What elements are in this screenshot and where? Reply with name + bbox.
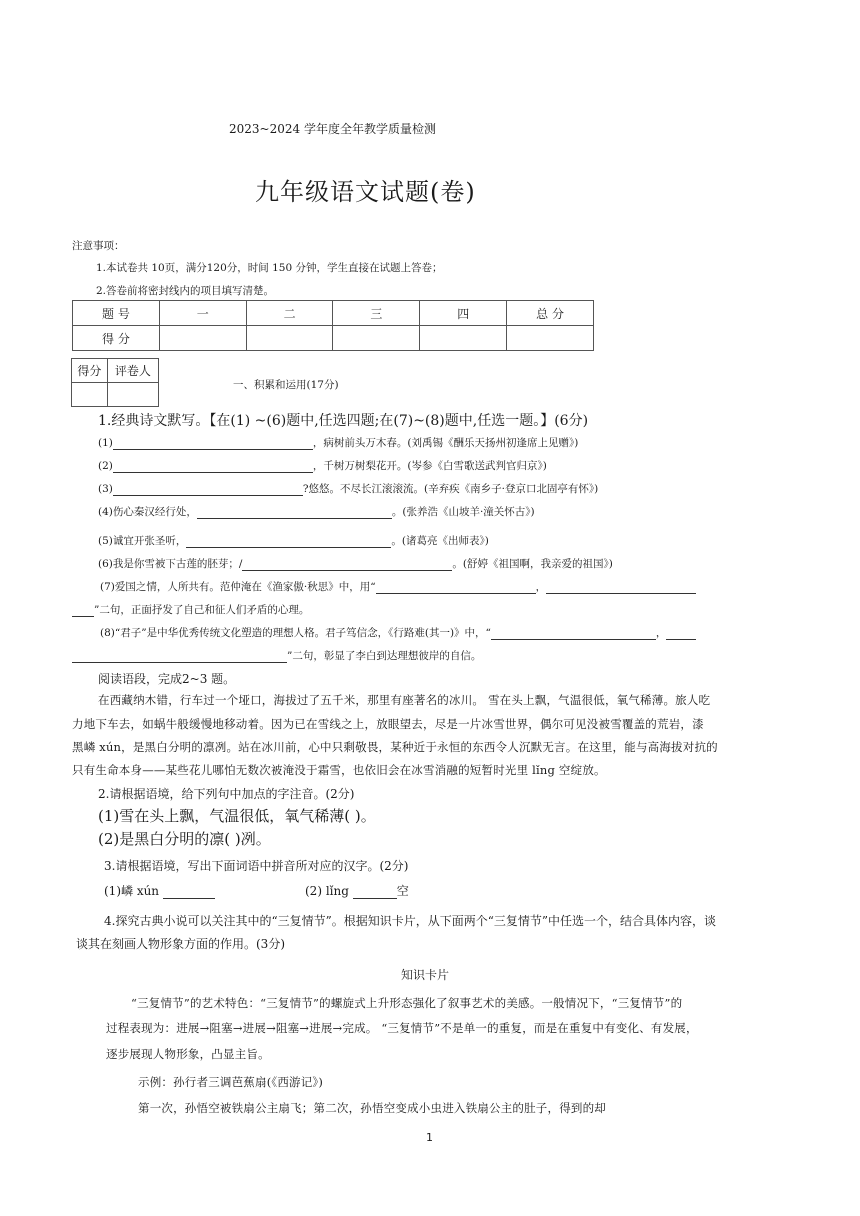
grader-name-label: 评卷人	[107, 359, 158, 383]
question-1-stem: 1.经典诗文默写。【在(1) ~(6)题中,任选四题;在(7)~(8)题中,任选一题。】(6分)	[98, 413, 589, 429]
score-cell[interactable]	[159, 326, 246, 351]
question-1-item-4	[98, 504, 535, 519]
score-table-header: 一	[159, 301, 246, 326]
answer-blank[interactable]	[113, 483, 303, 496]
exam-year-heading: 2023~2024 学年度全年教学质量检测	[229, 122, 436, 136]
question-1-item-6	[98, 556, 613, 571]
answer-blank[interactable]	[197, 506, 392, 519]
notice-item-1: 1.本试卷共 10页，满分120分，时间 150 分钟，学生直接在试题上答卷；	[96, 262, 443, 274]
grader-score-label: 得分	[72, 359, 108, 383]
answer-blank[interactable]	[113, 437, 313, 450]
answer-blank[interactable]	[163, 886, 215, 899]
question-2-stem: 2.请根据语境，给下列句中加点的字注音。(2分)	[98, 787, 355, 801]
reading-intro: 阅读语段，完成2~3 题。	[98, 672, 236, 686]
knowledge-card-example: 示例：孙行者三调芭蕉扇(《西游记》)	[138, 1075, 324, 1089]
item-text: ”二句，正面抒发了自己和征人们矛盾的心理。	[94, 604, 310, 616]
score-table-header: 三	[333, 301, 420, 326]
item-text: (8)“君子”是中华优秀传统文化塑造的理想人格。君子笃信念，《行路难(其一)》中，“	[100, 627, 491, 639]
exam-title: 九年级语文试题(卷)	[255, 178, 476, 206]
item-suffix: ，千树万树梨花开。(岑参《白雪歌送武判官归京》)	[312, 460, 547, 472]
question-1-item-8-line-1	[100, 625, 696, 640]
reading-line: 在西藏纳木错，行车过一个垭口，海拔过了五千米，那里有座著名的冰川。 雪在头上飘，气温很低，氧气稀薄。旅人吃	[98, 693, 711, 707]
item-text: (7)爱国之情，人所共有。范仲淹在《渔家傲·秋思》中，用“	[100, 581, 376, 593]
question-3-part-1	[104, 882, 215, 899]
section-1-title: 一、积累和运用(17分)	[233, 379, 339, 391]
item-prefix: (5)诚宜开张圣听，	[98, 535, 187, 547]
item-prefix: (6)我是你雪被下古莲的胚芽；/	[98, 558, 243, 570]
score-table-header: 题 号	[73, 301, 160, 326]
item-prefix: (2)	[98, 460, 113, 472]
item-text: ”二句，彰显了李白到达理想彼岸的自信。	[287, 650, 482, 662]
question-4-line-2: 谈其在刻画人物形象方面的作用。(3分)	[76, 937, 285, 951]
reading-line: 力地下车去，如蜗牛般缓慢地移动着。因为已在雪线之上，放眼望去，尽是一片冰雪世界，偶尔可见没被雪覆盖的荒岩，漆	[72, 717, 704, 731]
question-3-part-2	[305, 882, 409, 899]
question-2-part-2: (2)是黑白分明的凛( )冽。	[98, 830, 271, 848]
question-4-line-1: 4.探究古典小说可以关注其中的“三复情节”。根据知识卡片，从下面两个“三复情节”中任选一个，结合具体内容，谈	[104, 914, 716, 928]
question-1-item-7-line-2	[72, 602, 309, 617]
question-3-stem: 3.请根据语境，写出下面词语中拼音所对应的汉字。(2分)	[104, 859, 409, 873]
item-text: (1)嶙 xún	[104, 884, 160, 898]
answer-blank[interactable]	[113, 460, 313, 473]
answer-blank[interactable]	[186, 535, 391, 548]
score-table-row-label: 得 分	[73, 326, 160, 351]
item-prefix: (1)	[98, 437, 113, 449]
page-number: 1	[426, 1131, 433, 1144]
answer-blank[interactable]	[242, 558, 452, 571]
question-1-item-2	[98, 458, 547, 473]
item-text: 空	[396, 884, 409, 898]
answer-blank[interactable]	[376, 581, 536, 594]
question-1-item-3	[98, 481, 598, 496]
score-cell[interactable]	[507, 326, 594, 351]
score-table-header: 总 分	[507, 301, 594, 326]
item-suffix: 。(舒婷《祖国啊，我亲爱的祖国》)	[452, 558, 613, 570]
grader-box	[71, 358, 159, 407]
knowledge-card-example-body: 第一次，孙悟空被铁扇公主扇飞；第二次，孙悟空变成小虫进入铁扇公主的肚子，得到的却	[138, 1101, 606, 1115]
reading-line: 只有生命本身——某些花儿哪怕无数次被淹没于霜雪，也依旧会在冰雪消融的短暂时光里 lǐng 空绽放。	[72, 763, 606, 777]
answer-blank[interactable]	[72, 650, 287, 663]
notice-label: 注意事项：	[72, 240, 125, 252]
question-1-item-5	[98, 533, 489, 548]
answer-blank[interactable]	[353, 886, 397, 899]
score-table-header: 四	[420, 301, 507, 326]
answer-blank[interactable]	[72, 604, 94, 617]
item-text: ，	[655, 627, 667, 639]
notice-item-2: 2.答卷前将密封线内的项目填写清楚。	[96, 285, 275, 297]
score-cell[interactable]	[333, 326, 420, 351]
score-table	[72, 300, 594, 351]
answer-blank[interactable]	[491, 627, 656, 640]
item-suffix: 。(诸葛亮《出师表》)	[391, 535, 489, 547]
item-prefix: (3)	[98, 483, 113, 495]
knowledge-card-line: “三复情节”的艺术特色：“三复情节”的螺旋式上升形态强化了叙事艺术的美感。一般情况下，“三复情节”的	[131, 996, 683, 1010]
grader-name-cell[interactable]	[107, 383, 158, 407]
answer-blank[interactable]	[546, 581, 696, 594]
knowledge-card-title: 知识卡片	[401, 968, 450, 982]
item-text: ，	[535, 581, 547, 593]
item-prefix: (4)伤心秦汉经行处，	[98, 506, 197, 518]
question-2-part-1: (1)雪在头上飘，气温很低，氧气稀薄( )。	[98, 807, 376, 825]
question-1-item-7-line-1	[100, 579, 696, 594]
question-1-item-1	[98, 435, 578, 450]
answer-blank[interactable]	[666, 627, 696, 640]
knowledge-card-line: 逐步展现人物形象，凸显主旨。	[106, 1047, 270, 1061]
item-suffix: 。(张养浩《山坡羊·潼关怀古》)	[391, 506, 535, 518]
item-text: (2) lǐng	[305, 884, 349, 898]
grader-score-cell[interactable]	[72, 383, 108, 407]
item-suffix: ?悠悠。不尽长江滚滚流。(辛弃疾《南乡子·登京口北固亭有怀》)	[302, 483, 599, 495]
score-cell[interactable]	[246, 326, 333, 351]
score-cell[interactable]	[420, 326, 507, 351]
reading-line: 黑嶙 xún，是黑白分明的凛冽。站在冰川前，心中只剩敬畏，某种近于永恒的东西令人沉默无言。在这里，能与高海拔对抗的	[72, 740, 718, 754]
score-table-header: 二	[246, 301, 333, 326]
question-1-item-8-line-2	[72, 648, 481, 663]
item-suffix: ，病树前头万木春。(刘禹锡《酬乐天扬州初逢席上见赠》)	[312, 437, 579, 449]
knowledge-card-line: 过程表现为：进展→阻塞→进展→阻塞→进展→完成。 “三复情节”不是单一的重复，而是在重复中有变化、有发展，	[106, 1021, 698, 1035]
